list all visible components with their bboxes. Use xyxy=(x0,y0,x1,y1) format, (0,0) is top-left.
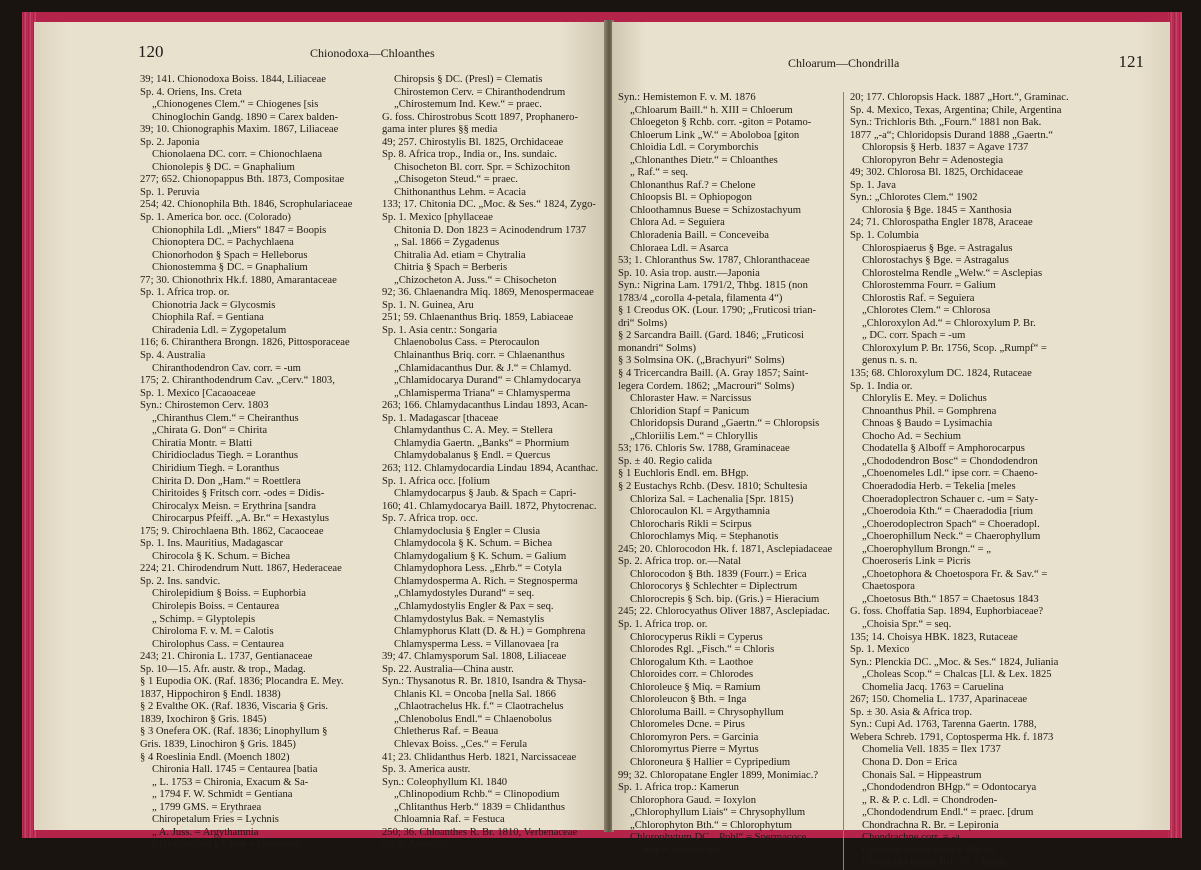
entry-line: gama inter plures §§ media xyxy=(382,124,498,136)
entry-line: Chlanis Kl. = Oncoba [nella Sal. 1866 xyxy=(394,688,556,700)
entry-line: Chlamydoclusia § Engler = Clusia xyxy=(394,525,541,537)
entry-line: Chlaenobolus Cass. = Pterocaulon xyxy=(394,337,540,349)
entry-line: Chisocheton Bl. corr. Spr. = Schizochiton xyxy=(394,161,571,173)
entry-line: § 2 Eustachys Rchb. (Desv. 1810; Schultesia xyxy=(618,480,808,492)
entry-line: „Chlamydostyles Durand“ = seq. xyxy=(394,588,535,600)
entry-line: dri“ Solms) xyxy=(618,317,668,329)
entry-line: „Chlamydostylis Engler & Pax = seq. xyxy=(394,600,554,612)
entry-line: Sp. 1. Mexico [Cacaoaceae xyxy=(140,387,256,399)
entry-line: „Chlonanthes Dietr.“ = Chloanthes xyxy=(630,154,778,166)
entry-line: Chiradenia Ldl. = Zygopetalum xyxy=(152,324,287,336)
entry-line: Syn.: Trichloris Bth. „Fourn.“ 1881 non Bak. xyxy=(850,117,1042,129)
entry-line: „ - Ker = Anthericum xyxy=(630,844,721,856)
entry-line: 251; 59. Chlaenanthus Briq. 1859, Labiaceae xyxy=(382,312,574,324)
entry-line: Chlamydostylus Bak. = Nemastylis xyxy=(394,613,545,625)
entry-line: 1839, Ixochiron § Gris. 1845) xyxy=(140,713,267,725)
entry-line: „Choetophora & Choetospora Fr. & Sav.“ = xyxy=(862,568,1048,580)
entry-line: Chondrachne corr. = -a xyxy=(862,832,960,844)
entry-line: Chionolepis § DC. = Gnaphalium xyxy=(152,161,295,173)
entry-line: „Chlitanthus Herb.“ 1839 = Chlidanthus xyxy=(394,801,566,813)
entry-line: § 2 Sarcandra Baill. (Gard. 1846; „Fruticosi xyxy=(618,330,804,342)
entry-line: 116; 6. Chiranthera Brongn. 1826, Pittosporaceae xyxy=(140,337,350,349)
entry-line: Chiropsis § DC. (Presl) = Clematis xyxy=(394,74,543,85)
entry-line: Choeroseris Link = Picris xyxy=(862,556,971,568)
entry-line: Choeradodia Herb. = Tekelia [meles xyxy=(862,480,1016,492)
entry-line: Chlorylis E. Mey. = Dolichus xyxy=(862,393,987,405)
entry-line: „Chizocheton A. Juss.“ = Chisocheton xyxy=(394,274,557,286)
entry-line: „ R. & P. c. Ldl. = Chondroden- xyxy=(862,794,998,806)
entry-line: Chlorocrepis § Sch. bip. (Gris.) = Hieracium xyxy=(630,593,820,605)
entry-line: 24; 71. Chlorospatha Engler 1878, Araceae xyxy=(850,217,1033,229)
entry-line: Chirophyllum § Uline = Dioscorea xyxy=(152,839,300,851)
entry-line: Chloroides corr. = Chlorodes xyxy=(630,669,754,681)
entry-line: 92; 36. Chlaenandra Miq. 1869, Menospermaceae xyxy=(382,287,594,299)
entry-line: Chlevax Boiss. „Ces.“ = Ferula xyxy=(394,738,528,750)
entry-line: 263; 166. Chlamydacanthus Lindau 1893, Acan- xyxy=(382,400,588,412)
entry-line: Chirocola § K. Schum. = Bichea xyxy=(152,550,291,562)
entry-line: Syn.: Chirostemon Cerv. 1803 xyxy=(140,400,269,412)
entry-line: „ Raf.“ = seq. xyxy=(630,167,689,179)
entry-line: Sp. 10—15. Afr. austr. & trop., Madag. xyxy=(140,663,306,675)
entry-line: 53; 176. Chloris Sw. 1788, Graminaceae xyxy=(618,443,790,455)
entry-line: Chloegeton § Rchb. corr. -giton = Potamo- xyxy=(630,117,812,129)
entry-line: Chondrilla Burm. Il/1737 = Emilia xyxy=(862,857,1010,869)
entry-line: „Chlamidacanthus Dur. & J.“ = Chlamyd. xyxy=(394,362,572,374)
left-column-1 xyxy=(140,74,392,852)
entry-line: § 2 Evalthe OK. (Raf. 1836, Viscaria § Gris. xyxy=(140,701,329,713)
entry-line: „Choerophyllum Brongn.“ = „ xyxy=(862,543,991,555)
entry-line: Sp. 8. Africa trop., India or., Ins. sundaic. xyxy=(382,149,558,161)
entry-line: Chlorocorys § Schlechter = Diplectrum xyxy=(630,581,798,593)
entry-line: Chlorophora Gaud. = Ioxylon xyxy=(630,794,757,806)
entry-line: 1877 „-a“; Chloridopsis Durand 1888 „Gaertn.“ xyxy=(850,129,1053,141)
left-page xyxy=(34,22,606,851)
entry-line: Chitria § Spach = Berberis xyxy=(394,262,508,274)
entry-line: Chiridiocladus Tiegh. = Loranthus xyxy=(152,450,299,462)
entry-line: „Choisia Spr.“ = seq. xyxy=(862,618,952,630)
entry-line: 39; 141. Chionodoxa Boiss. 1844, Liliaceae xyxy=(140,74,326,85)
entry-line: Chiropetalum Fries = Lychnis xyxy=(152,814,279,826)
entry-line: Sp. 1. Madagascar [thaceae xyxy=(382,412,499,424)
entry-line: G. foss. Choffatia Sap. 1894, Euphorbiaceae? xyxy=(850,606,1044,618)
left-page-header xyxy=(34,42,606,64)
entry-line: 1837, Hippochiron § Endl. 1838) xyxy=(140,688,281,700)
entry-line: § 4 Tricercandra Baill. (A. Gray 1857; Saint- xyxy=(618,368,809,380)
entry-line: 77; 30. Chionothrix Hk.f. 1880, Amarantaceae xyxy=(140,274,337,286)
entry-line: Choeradoplectron Schauer c. -um = Saty- xyxy=(862,493,1039,505)
entry-line: Chloromyrtus Pierre = Myrtus xyxy=(630,744,759,756)
entry-line: Chiroloma F. v. M. = Calotis xyxy=(152,626,274,638)
entry-line: Chloraster Haw. = Narcissus xyxy=(630,393,752,405)
right-page xyxy=(612,22,1170,869)
entry-line: „Choenomeles Ldl.“ ipse corr. = Chaeno- xyxy=(862,468,1038,480)
left-page-number: 120 xyxy=(138,42,164,61)
entry-line: Chitralia Ad. etiam = Chytralia xyxy=(394,249,526,261)
entry-line: Chloropyron Behr = Adenostegia xyxy=(862,154,1004,166)
entry-line: § 4 Roeslinia Endl. (Moench 1802) xyxy=(140,751,290,763)
entry-line: Chondrachyrum Nees = Melica xyxy=(862,844,996,856)
entry-line: Chloriza Sal. = Lachenalia [Spr. 1815) xyxy=(630,493,794,505)
entry-line: „Chlorotes Clem.“ = Chlorosa xyxy=(862,305,991,317)
entry-line: Chlorocodon § Bth. 1839 (Fourr.) = Erica xyxy=(630,568,807,580)
entry-line: Chlorophytum DC. „Pohl“ = Spermacoce xyxy=(630,832,807,844)
entry-line: 250; 36. Chloanthes R. Br. 1810, Verbenaceae xyxy=(382,826,578,838)
entry-line: Chiratia Montr. = Blatti xyxy=(152,437,253,449)
entry-line: Sp. 7. Africa trop. occ. xyxy=(382,513,478,525)
entry-line: Chlamydophora Less. „Ehrb.“ = Cotyla xyxy=(394,563,562,575)
entry-line: Chloopsis Bl. = Ophiopogon xyxy=(630,192,752,204)
entry-line: Sp. 10. Asia trop. austr.—Japonia xyxy=(618,267,760,279)
entry-line: Chloroleuce § Miq. = Ramium xyxy=(630,681,761,693)
entry-line: Chonais Sal. = Hippeastrum xyxy=(862,769,982,781)
entry-line: Chnoas § Baudo = Lysimachia xyxy=(862,418,993,430)
entry-line: Chithonanthus Lehm. = Acacia xyxy=(394,186,526,198)
entry-line: Chloroxylum P. Br. 1756, Scop. „Rumpf“ = xyxy=(862,342,1047,354)
entry-line: G. foss. Chirostrobus Scott 1897, Prophanero- xyxy=(382,111,578,123)
entry-line: Chlamydocarpus § Jaub. & Spach = Capri- xyxy=(394,488,577,500)
entry-line: Chlorostelma Rendle „Welw.“ = Asclepias xyxy=(862,267,1043,279)
entry-line: Chlamysperma Less. = Villanovaea [ra xyxy=(394,638,559,650)
entry-line: § 1 Eupodia OK. (Raf. 1836; Plocandra E. Mey. xyxy=(140,676,344,688)
entry-line: Chona D. Don = Erica xyxy=(862,756,958,768)
entry-line: Chlorocaulon Kl. = Argythamnia xyxy=(630,506,770,518)
entry-line: 224; 21. Chirodendrum Nutt. 1867, Hederaceae xyxy=(140,563,342,575)
entry-line: „Chododendron Bosc“ = Chondodendron xyxy=(862,455,1038,467)
entry-line: monandri“ Solms) xyxy=(618,342,696,354)
entry-line: Sp. 1. Java xyxy=(850,179,896,191)
entry-line: Chloroleucon § Bth. = Inga xyxy=(630,694,747,706)
entry-line: Chloamnia Raf. = Festuca xyxy=(394,814,505,826)
entry-line: Chironia Hall. 1745 = Centaurea [batia xyxy=(152,764,318,776)
entry-line: 20; 177. Chloropsis Hack. 1887 „Hort.“, Graminac. xyxy=(850,92,1069,103)
entry-line: Chlamydobalanus § Endl. = Quercus xyxy=(394,450,551,462)
entry-line: Chloroluma Baill. = Chrysophyllum xyxy=(630,706,784,718)
entry-line: Webera Schreb. 1791, Coptosperma Hk. f. 1873 xyxy=(850,731,1054,743)
entry-line: 175; 9. Chirochlaena Bth. 1862, Cacaoceae xyxy=(140,525,324,537)
entry-line: „ Schimp. = Glyptolepis xyxy=(152,613,256,625)
entry-line: „Chlinopodium Rchb.“ = Clinopodium xyxy=(394,789,560,801)
entry-line: „ Sal. 1866 = Zygadenus xyxy=(394,237,500,249)
entry-line: „Chloarum Baill.“ h. XIII = Chloerum xyxy=(630,104,793,116)
entry-line: 133; 17. Chitonia DC. „Moc. & Ses.“ 1824, Zygo- xyxy=(382,199,596,211)
entry-line: „Chiranthus Clem.“ = Cheiranthus xyxy=(152,412,299,424)
entry-line: 254; 42. Chionophila Bth. 1846, Scrophulariaceae xyxy=(140,199,353,211)
entry-line: 49; 302. Chlorosa Bl. 1825, Orchidaceae xyxy=(850,167,1023,179)
entry-line: Sp. ± 30. Asia & Africa trop. xyxy=(850,706,973,718)
entry-line: Chirita D. Don „Ham.“ = Roettlera xyxy=(152,475,301,487)
entry-line: Chomelia Jacq. 1763 = Caruelina xyxy=(862,681,1004,693)
entry-line: Sp. 8. Australia xyxy=(382,839,448,851)
right-page-header xyxy=(612,42,1170,71)
entry-line: Chomelia Vell. 1835 = Ilex 1737 xyxy=(862,744,1001,756)
entry-line: Sp. 1. Mexico xyxy=(850,644,910,656)
entry-line: Chloraea Ldl. = Asarca xyxy=(630,242,729,254)
entry-line: 277; 652. Chionopappus Bth. 1873, Compositae xyxy=(140,174,345,186)
entry-line: Sp. 1. Africa trop. or. xyxy=(618,618,708,630)
entry-line: Sp. 1. Africa trop.: Kamerun xyxy=(618,782,739,794)
entry-line: § 3 Solmsina OK. („Brachyuri“ Solms) xyxy=(618,355,785,367)
entry-line: Chloerum Link „W.“ = Aboloboa [giton xyxy=(630,129,800,141)
entry-line: Chloropsis § Herb. 1837 = Agave 1737 xyxy=(862,142,1029,154)
entry-line: 243; 21. Chironia L. 1737, Gentianaceae xyxy=(140,651,313,663)
entry-line: § 1 Euchloris Endl. em. BHgp. xyxy=(618,468,749,480)
page-edge-right xyxy=(1168,12,1182,838)
entry-line: Chlorospiaerus § Bge. = Astragalus xyxy=(862,242,1013,254)
entry-line: „ DC. corr. Spach = -um xyxy=(862,330,966,342)
entry-line: Chloradenia Baill. = Conceveiba xyxy=(630,230,769,242)
entry-line: „Choleas Scop.“ = Chalcas [Ll. & Lex. 1825 xyxy=(862,669,1052,681)
entry-line: Chirolepis Boiss. = Centaurea xyxy=(152,600,280,612)
entry-line: Chletherus Raf. = Beaua xyxy=(394,726,499,738)
entry-line: „Chlorophyton Bth.“ = Chlorophytum xyxy=(630,819,792,831)
entry-line: Syn.: Cupi Ad. 1763, Tarenna Gaertn. 1788, xyxy=(850,719,1037,731)
entry-line: Chionorhodon § Spach = Helleborus xyxy=(152,249,308,261)
entry-line: Chnoanthus Phil. = Gomphrena xyxy=(862,405,997,417)
entry-line: Chirocalyx Meisn. = Erythrina [sandra xyxy=(152,500,316,512)
entry-line: Syn.: Coleophyllum Kl. 1840 xyxy=(382,776,508,788)
entry-line: Sp. 4. Australia xyxy=(140,350,206,362)
entry-line: Sp. 22. Australia—China austr. xyxy=(382,663,514,675)
entry-line: Sp. 1. America bor. occ. (Colorado) xyxy=(140,212,291,224)
entry-line: Chlorosia § Bge. 1845 = Xanthosia xyxy=(862,204,1012,216)
entry-line: 160; 41. Chlamydocarya Baill. 1872, Phytocrenac. xyxy=(382,500,597,512)
entry-line: Chlamydocola § K. Schum. = Bichea xyxy=(394,538,553,550)
entry-line: „Chirata G. Don“ = Chirita xyxy=(152,425,268,437)
entry-line: Gris. 1839, Linochiron § Gris. 1845) xyxy=(140,738,296,750)
entry-line: 41; 23. Chlidanthus Herb. 1821, Narcissaceae xyxy=(382,751,577,763)
entry-line: Chiophila Raf. = Gentiana xyxy=(152,312,264,324)
entry-line: Chitonia D. Don 1823 = Acinodendrum 1737 xyxy=(394,224,587,236)
entry-line: „ 1799 GMS. = Erythraea xyxy=(152,801,262,813)
right-column-2 xyxy=(843,92,1105,870)
entry-line: Chionotria Jack = Glycosmis xyxy=(152,299,276,311)
entry-line: Chondrachna R. Br. = Lepironia xyxy=(862,819,999,831)
entry-line: Chodatella § Alboff = Amphorocarpus xyxy=(862,443,1025,455)
entry-line: Sp. 1. Mexico [phyllaceae xyxy=(382,212,493,224)
right-column-1 xyxy=(618,92,842,857)
entry-line: Chlora Ad. = Seguiera xyxy=(630,217,725,229)
entry-line: 1783/4 „corolla 4-petala, filamenta 4“) xyxy=(618,292,783,304)
entry-line: Sp. 4. Mexico, Texas, Argentina; Chile, Argentina xyxy=(850,104,1062,116)
entry-line: Chlorodes Rgl. „Fisch.“ = Chloris xyxy=(630,644,775,656)
entry-line: Chlorostachys § Bge. = Astragalus xyxy=(862,255,1009,267)
entry-line: Chlorogalum Kth. = Laothoe xyxy=(630,656,754,668)
entry-line: 39; 47. Chlamysporum Sal. 1808, Liliaceae xyxy=(382,651,567,663)
entry-line: Chlorostis Raf. = Seguiera xyxy=(862,292,975,304)
entry-line: „Chondodendrum Endl.“ = praec. [drum xyxy=(862,807,1034,819)
right-running-head: Chloarum—Chondrilla xyxy=(788,56,900,70)
entry-line: Syn.: Nigrina Lam. 1791/2, Thbg. 1815 (non xyxy=(618,280,808,292)
entry-line: Chlamydosperma A. Rich. = Stegnosperma xyxy=(394,575,578,587)
entry-line: Chlamydia Gaertn. „Banks“ = Phormium xyxy=(394,437,570,449)
entry-line: Chlorocharis Rikli = Scirpus xyxy=(630,518,752,530)
entry-line: Chirostemon Cerv. = Chiranthodendrum xyxy=(394,86,566,98)
entry-line: Syn.: Thysanotus R. Br. 1810, Isandra & Thysa- xyxy=(382,676,587,688)
entry-line: Chlainanthus Briq. corr. = Chlaenanthus xyxy=(394,350,565,362)
entry-line: 175; 2. Chiranthodendrum Cav. „Cerv.“ 1803, xyxy=(140,375,335,387)
entry-line: Sp. 4. Oriens, Ins. Creta xyxy=(140,86,242,98)
entry-line: „ A. Juss. = Argythamnia xyxy=(152,826,259,838)
entry-line: „ L. 1753 = Chironia, Exacum & Sa- xyxy=(152,776,309,788)
entry-line: Sp. 1. Africa trop. or. xyxy=(140,287,230,299)
entry-line: 135; 14. Choisya HBK. 1823, Rutaceae xyxy=(850,631,1018,643)
entry-line: Chlamydanthus C. A. Mey. = Stellera xyxy=(394,425,553,437)
entry-line: Sp. 2. Ins. sandvic. xyxy=(140,575,221,587)
entry-line: Chloromyron Pers. = Garcinia xyxy=(630,731,759,743)
entry-line: Chlamyphorus Klatt (D. & H.) = Gomphrena xyxy=(394,626,586,638)
right-page-number: 121 xyxy=(1118,52,1144,71)
entry-line: 99; 32. Chloropatane Engler 1899, Monimiac.? xyxy=(618,769,819,781)
left-column-2 xyxy=(382,74,598,852)
entry-line: Chloothamnus Buese = Schizostachyum xyxy=(630,204,802,216)
entry-line: „Choerodoia Kth.“ = Chaeradodia [rium xyxy=(862,506,1034,518)
left-running-head: Chionodoxa—Chloanthes xyxy=(310,46,435,60)
entry-line: Sp. 1. Ins. Mauritius, Madagascar xyxy=(140,538,283,550)
entry-line: 267; 150. Chomelia L. 1737, Aparinaceae xyxy=(850,694,1028,706)
entry-line: Syn.: Hemistemon F. v. M. 1876 xyxy=(618,92,756,103)
entry-line: Sp. 1. Asia centr.: Songaria xyxy=(382,324,498,336)
entry-line: „Chlorophyllum Liais“ = Chrysophyllum xyxy=(630,807,806,819)
entry-line: „Chloroxylon Ad.“ = Chloroxylum P. Br. xyxy=(862,317,1036,329)
entry-line: „Chlamisperma Triana“ = Chlamysperma xyxy=(394,387,571,399)
entry-line: 245; 22. Chlorocyathus Oliver 1887, Asclepiadac. xyxy=(618,606,830,618)
entry-line: Chlonanthus Raf.? = Chelone xyxy=(630,179,756,191)
entry-line: Chirolophus Cass. = Centaurea xyxy=(152,638,284,650)
entry-line: Chlorochlamys Miq. = Stephanotis xyxy=(630,531,779,543)
entry-line: Sp. 1. Columbia xyxy=(850,230,919,242)
entry-line: Sp. ± 40. Regio calida xyxy=(618,455,713,467)
entry-line: Chaetospora xyxy=(862,581,915,593)
entry-line: „ 1794 F. W. Schmidt = Gentiana xyxy=(152,789,293,801)
entry-line: Chionolaena DC. corr. = Chionochlaena xyxy=(152,149,323,161)
entry-line: Sp. 1. N. Guinea, Aru xyxy=(382,299,474,311)
entry-line: Chloromeles Dcne. = Pirus xyxy=(630,719,745,731)
entry-line: 53; 1. Chloranthus Sw. 1787, Chloranthaceae xyxy=(618,255,810,267)
entry-line: Sp. 2. Japonia xyxy=(140,136,200,148)
entry-line: § 3 Onefera OK. (Raf. 1836; Linophyllum § xyxy=(140,726,328,738)
entry-line: 245; 20. Chlorocodon Hk. f. 1871, Asclepiadaceae xyxy=(618,543,833,555)
entry-line: Syn.: Plenckia DC. „Moc. & Ses.“ 1824, Juliania xyxy=(850,656,1059,668)
entry-line: Chirocarpus Pfeiff. „A. Br.“ = Hexastylus xyxy=(152,513,330,525)
entry-line: „Choerophillum Neck.“ = Chaerophyllum xyxy=(862,531,1041,543)
entry-line: Syn.: „Chlorotes Clem.“ 1902 xyxy=(850,192,978,204)
entry-line: „Chirostemum Ind. Kew.“ = praec. xyxy=(394,99,542,111)
entry-line: legera Cordem. 1862; „Macrouri“ Solms) xyxy=(618,380,795,392)
entry-line: Chiranthodendron Cav. corr. = -um xyxy=(152,362,301,374)
entry-line: „Chloriilis Lem.“ = Chloryllis xyxy=(630,430,758,442)
entry-line: Chloidia Ldl. = Corymborchis xyxy=(630,142,759,154)
entry-line: Chiritoides § Fritsch corr. -odes = Didis- xyxy=(152,488,325,500)
entry-line: 49; 257. Chirostylis Bl. 1825, Orchidaceae xyxy=(382,136,564,148)
entry-line: „Choetosus Bth.“ 1857 = Chaetosus 1843 xyxy=(862,593,1039,605)
entry-line: Chloroneura § Hallier = Cypripedium xyxy=(630,756,791,768)
entry-line: „Chlamidocaryа Durand“ = Chlamydocarya xyxy=(394,375,581,387)
entry-line: „Chondodendron BHgp.“ = Odontocarya xyxy=(862,782,1037,794)
entry-line: Chionostemma § DC. = Gnaphalium xyxy=(152,262,308,274)
entry-line: Chloridopsis Durand „Gaertn.“ = Chloropsis xyxy=(630,418,820,430)
entry-line: „Chlenobolus Endl.“ = Chlaenobolus xyxy=(394,713,552,725)
entry-line: Chloridion Stapf = Panicum xyxy=(630,405,750,417)
entry-line: Sp. 1. India or. xyxy=(850,380,913,392)
entry-line: Sp. 2. Africa trop. or.—Natal xyxy=(618,556,741,568)
entry-line: 135; 68. Chloroxylum DC. 1824, Rutaceae xyxy=(850,368,1032,380)
entry-line: Chocho Ad. = Sechium xyxy=(862,430,961,442)
entry-line: Chiridium Tiegh. = Loranthus xyxy=(152,462,280,474)
entry-line: „Chisogeton Steud.“ = praec. xyxy=(394,174,518,186)
entry-line: Chionophila Ldl. „Miers“ 1847 = Boopis xyxy=(152,224,327,236)
entry-line: Chinoglochin Gandg. 1890 = Carex balden- xyxy=(152,111,339,123)
entry-line: Chlamydogalium § K. Schum. = Galium xyxy=(394,550,567,562)
entry-line: Sp. 1. Africa occ. [folium xyxy=(382,475,490,487)
entry-line: „Chionogenes Clem.“ = Chiogenes [sis xyxy=(152,99,319,111)
entry-line: Sp. 1. Peruvia xyxy=(140,186,200,198)
entry-line: Chlorocyperus Rikli = Cyperus xyxy=(630,631,763,643)
open-book xyxy=(22,12,1182,869)
entry-line: Sp. 3. America austr. xyxy=(382,764,471,776)
entry-line: „Choerodoplectron Spach“ = Choeradopl. xyxy=(862,518,1040,530)
entry-line: 39; 10. Chionographis Maxim. 1867, Liliaceae xyxy=(140,124,339,136)
entry-line: Chlorostemma Fourr. = Galium xyxy=(862,280,996,292)
entry-line: § 1 Creodus OK. (Lour. 1790; „Fruticosi trian- xyxy=(618,305,817,317)
entry-line: Chirolepidium § Boiss. = Euphorbia xyxy=(152,588,306,600)
entry-line: „Chlaotrachelus Hk. f.“ = Claotrachelus xyxy=(394,701,564,713)
entry-line: genus n. s. n. xyxy=(862,355,918,367)
entry-line: Chionoptera DC. = Pachychlaena xyxy=(152,237,294,249)
entry-line: 263; 112. Chlamydocardia Lindau 1894, Acanthac. xyxy=(382,462,599,474)
